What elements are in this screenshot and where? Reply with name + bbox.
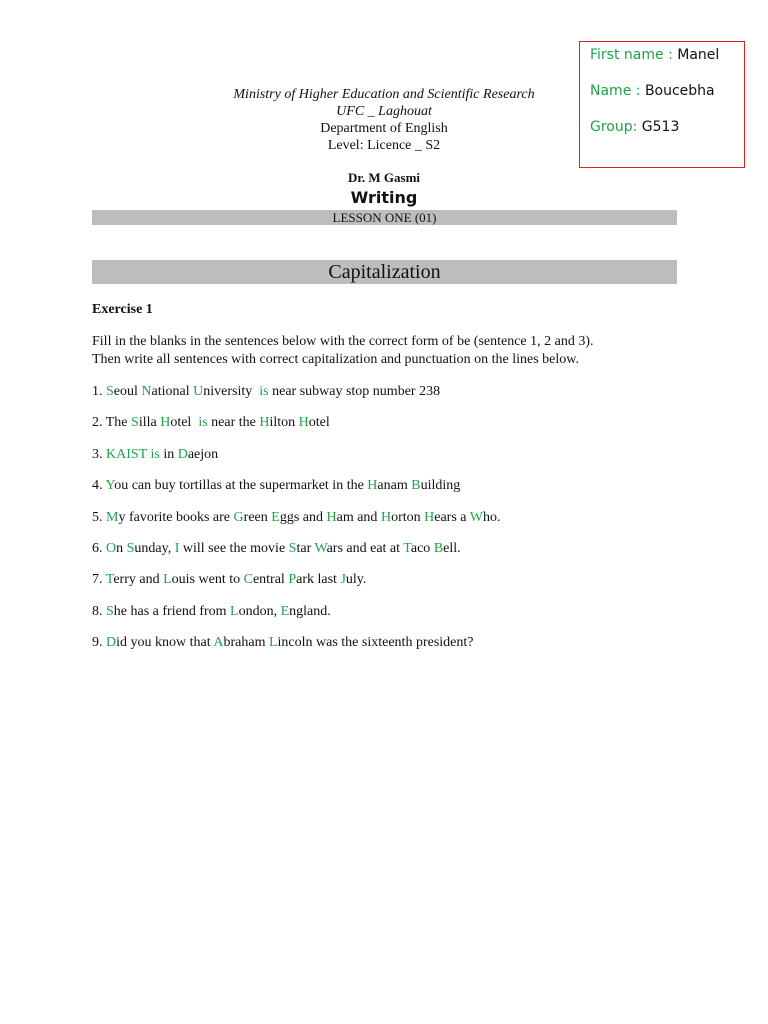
lesson-bar: LESSON ONE (01): [92, 210, 677, 225]
highlighted-text: L: [163, 572, 172, 587]
sentence-2: [92, 415, 330, 431]
sentence-text: uilding: [420, 478, 461, 493]
sentence-5: [92, 510, 500, 526]
highlighted-text: Y: [105, 478, 115, 493]
sentence-text: near subway stop number 238: [268, 384, 441, 399]
sentence-9: [92, 635, 473, 651]
sentence-text: aejon: [187, 447, 219, 462]
sentence-text: erry and: [113, 572, 164, 587]
sentence-text: unday,: [134, 541, 175, 556]
sentence-3: [92, 447, 218, 463]
sentence-text: ouis went to: [171, 572, 244, 587]
first-name-value: Manel: [677, 47, 720, 63]
highlighted-text: is: [259, 384, 269, 399]
sentence-text: tar: [296, 541, 315, 556]
sentence-text: ho.: [482, 510, 501, 525]
highlighted-text: I: [174, 541, 180, 556]
first-name-row: [590, 47, 719, 63]
sentence-text: illa: [138, 415, 161, 430]
highlighted-text: E: [280, 604, 290, 619]
highlighted-text: S: [131, 415, 139, 430]
exercise-instructions: [92, 333, 682, 369]
highlighted-text: J: [340, 572, 346, 587]
subject-title: Writing: [350, 188, 418, 207]
sentence-text: near the: [207, 415, 260, 430]
name-value: Boucebha: [644, 83, 715, 99]
sentence-text: ou can buy tortillas at the supermarket in the: [114, 478, 368, 493]
highlighted-text: E: [271, 510, 280, 525]
highlighted-text: D: [106, 635, 117, 650]
teacher-name: Dr. M Gasmi: [347, 170, 421, 185]
highlighted-text: W: [469, 510, 483, 525]
highlighted-text: D: [177, 447, 188, 462]
sentence-text: y favorite books are: [118, 510, 234, 525]
sentence-text: anam: [377, 478, 412, 493]
highlighted-text: W: [314, 541, 327, 556]
group-label: Group:: [590, 119, 638, 135]
highlighted-text: S: [288, 541, 297, 556]
highlighted-text: C: [243, 572, 253, 587]
highlighted-text: H: [380, 510, 392, 525]
topic-title: Capitalization: [92, 260, 677, 284]
highlighted-text: H: [424, 510, 435, 525]
highlighted-text: M: [106, 510, 119, 525]
sentence-text: ngland.: [289, 604, 331, 619]
sentence-text: in: [159, 447, 178, 462]
sentence-text: 2. The: [92, 415, 132, 430]
highlighted-text: B: [433, 541, 444, 556]
sentence-6: [92, 541, 461, 557]
university-line: UFC _ Laghouat: [336, 104, 432, 119]
sentence-text: ark last: [296, 572, 341, 587]
highlighted-text: KAIST is: [106, 447, 160, 462]
highlighted-text: P: [288, 572, 297, 587]
sentence-text: 9.: [92, 635, 106, 650]
ministry-line: Ministry of Higher Education and Scientific Research: [233, 87, 535, 102]
sentence-text: ational: [151, 384, 194, 399]
sentence-text: orton: [391, 510, 425, 525]
sentence-text: will see the movie: [179, 541, 289, 556]
first-name-label: First name :: [590, 47, 673, 63]
highlighted-text: A: [213, 635, 224, 650]
sentence-text: ears a: [434, 510, 470, 525]
highlighted-text: N: [141, 384, 152, 399]
sentence-text: am and: [336, 510, 381, 525]
group-value: G513: [641, 119, 680, 135]
sentence-text: n: [116, 541, 127, 556]
highlighted-text: S: [106, 604, 114, 619]
sentence-text: ondon,: [238, 604, 281, 619]
sentence-text: ell.: [443, 541, 461, 556]
highlighted-text: T: [403, 541, 411, 556]
sentence-text: eoul: [113, 384, 142, 399]
instruction-line-2: Then write all sentences with correct capitalization and punctuation on the lines below.: [92, 352, 579, 367]
sentence-text: 3.: [92, 447, 106, 462]
department-line: Department of English: [320, 121, 448, 136]
sentence-text: otel: [170, 415, 199, 430]
highlighted-text: B: [411, 478, 421, 493]
sentence-text: aco: [410, 541, 434, 556]
sentence-text: incoln was the sixteenth president?: [277, 635, 474, 650]
sentence-text: 8.: [92, 604, 106, 619]
highlighted-text: G: [233, 510, 244, 525]
sentence-8: [92, 604, 331, 620]
highlighted-text: H: [326, 510, 337, 525]
sentence-text: ilton: [269, 415, 299, 430]
instruction-line-1: Fill in the blanks in the sentences below with the correct form of be (sentence 1, 2 and 3).: [92, 334, 594, 349]
sentence-1: [92, 384, 440, 400]
sentence-4: [92, 478, 460, 494]
sentence-text: 5.: [92, 510, 106, 525]
highlighted-text: S: [126, 541, 135, 556]
sentence-7: [92, 572, 366, 588]
sentence-text: ggs and: [279, 510, 327, 525]
sentence-text: uly.: [345, 572, 367, 587]
name-label: Name :: [590, 83, 641, 99]
sentence-text: 7.: [92, 572, 106, 587]
highlighted-text: O: [106, 541, 117, 556]
sentence-text: 4.: [92, 478, 106, 493]
highlighted-text: T: [105, 572, 114, 587]
sentence-text: id you know that: [116, 635, 214, 650]
highlighted-text: H: [160, 415, 171, 430]
highlighted-text: H: [367, 478, 378, 493]
highlighted-text: L: [230, 604, 239, 619]
sentence-text: entral: [252, 572, 289, 587]
highlighted-text: S: [106, 384, 114, 399]
level-line: Level: Licence _ S2: [327, 138, 441, 153]
sentence-text: braham: [223, 635, 269, 650]
sentence-text: he has a friend from: [113, 604, 231, 619]
sentence-text: reen: [243, 510, 272, 525]
highlighted-text: L: [268, 635, 278, 650]
sentence-text: otel: [308, 415, 330, 430]
sentence-text: ars and eat at: [326, 541, 404, 556]
highlighted-text: H: [259, 415, 270, 430]
highlighted-text: U: [193, 384, 204, 399]
highlighted-text: H: [298, 415, 309, 430]
exercise-title: Exercise 1: [92, 302, 153, 317]
sentence-text: 6.: [92, 541, 106, 556]
sentence-text: 1.: [92, 384, 106, 399]
sentence-text: niversity: [203, 384, 260, 399]
highlighted-text: is: [198, 415, 208, 430]
